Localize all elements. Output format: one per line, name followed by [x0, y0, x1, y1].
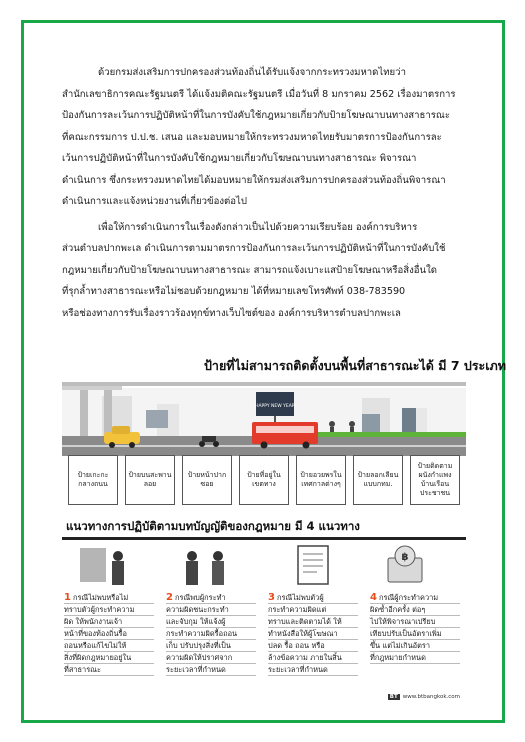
- guideline-line: กรณีพบผู้กระทำ: [174, 593, 226, 602]
- guideline-line: ระยะเวลาที่กำหนด: [166, 664, 256, 676]
- publisher-url: www.btbangkok.com: [402, 694, 460, 700]
- guideline-line: ไปให้พิจารณาเปรียบ: [370, 616, 460, 628]
- guideline-line: สิ่งที่ผิดกฎหมายอยู่ใน: [64, 652, 154, 664]
- infographic-title-1: ป้ายที่ไม่สามารถติดตั้งบนพื้นที่สาธารณะได้ มี 7 ประเภท: [204, 358, 507, 373]
- billboard-text: HAPPY NEW YEAR: [255, 404, 295, 409]
- sign-type-label: ป้ายเกะกะกลางถนน: [68, 455, 118, 505]
- document-body: [62, 62, 466, 324]
- guideline-line: ขึ้น แต่ไม่เกินอัตรา: [370, 640, 460, 652]
- p2-line: หรือช่องทางการรับเรื่องราวร้องทุกข์ทางเว็บไซต์ของ องค์การบริหารตำบลปากพะเล: [62, 307, 401, 319]
- guideline-line: ล้างข้อความ ภายในสิ้น: [268, 652, 358, 664]
- guideline-1: [64, 592, 154, 676]
- guideline-number: 1: [64, 592, 71, 603]
- publisher-mark: BT: [389, 694, 398, 700]
- publisher-logo: [388, 694, 460, 700]
- infographic: [62, 352, 507, 707]
- guideline-line: กรณีไม่พบหรือไม่: [72, 593, 129, 602]
- guideline-line: ปลด รื้อ ถอน หรือ: [268, 640, 358, 652]
- guideline-line: ที่กฎหมายกำหนด: [370, 652, 460, 664]
- p1-line: เว้นการปฏิบัติหน้าที่ในการบังคับใช้กฎหมายเกี่ยวกับโฆษณาบนทางสาธารณะ พิจารณา: [62, 153, 417, 164]
- officer-icon: [113, 551, 123, 561]
- guideline-line: ถอนหรือแก้ไขไม่ให้: [64, 640, 154, 652]
- guideline-4: [370, 592, 460, 664]
- officer-icon: [187, 551, 197, 561]
- p2-line: กฎหมายเกี่ยวกับป้ายโฆษณาบนทางสาธารณะ สามารถแจ้งเบาะแสป้ายโฆษณาหรือสิ่งอื่นใด: [62, 264, 438, 276]
- guideline-line: เทียบปรับเป็นอัตราเพิ่ม: [370, 628, 460, 640]
- paragraph-1: [62, 62, 466, 213]
- guideline-line: ผิดซ้ำอีกครั้ง ต่อๆ: [370, 604, 460, 616]
- p1-line: ที่คณะกรรมการ ป.ป.ช. เสนอ และมอบหมายให้กระทรวงมหาดไทยรับมาตรการป้องกันการละ: [62, 131, 442, 143]
- sign-type-label: ป้ายที่อยู่ในเขตทาง: [239, 455, 289, 505]
- paragraph-2: [62, 217, 466, 325]
- title-banner: [62, 352, 507, 380]
- guideline-line: ที่สาธารณะ: [64, 664, 154, 676]
- guideline-number: 2: [166, 592, 173, 603]
- guideline-2: [166, 592, 256, 676]
- guideline-line: เก็บ ปรับปรุงสิ่งที่เป็น: [166, 640, 256, 652]
- sign-type-labels: [68, 455, 466, 507]
- sign-type-label: ป้ายติดตามผนังกำแพง บ้านเรือนประชาชน: [410, 455, 460, 505]
- guideline-line: กรณีผู้กระทำความ: [378, 593, 439, 602]
- sign-type-label: ป้ายบนสะพานลอย: [125, 455, 175, 505]
- guideline-line: กระทำความผิดรื้อถอน: [166, 628, 256, 640]
- p1-line: ด้วยกรมส่งเสริมการปกครองส่วนท้องถิ่นได้รับแจ้งจากกระทรวงมหาดไทยว่า: [98, 67, 406, 78]
- guideline-line: ความผิดให้ปราศจาก: [166, 652, 256, 664]
- guideline-line: ทราบและติดตามได้ ให้: [268, 616, 358, 628]
- banner-divider: [62, 382, 466, 386]
- sign-type-label: ป้ายอวยพรในเทศกาลต่างๆ: [296, 455, 346, 505]
- p1-line: ป้องกันการละเว้นการปฏิบัติหน้าที่ในการบังคับใช้กฎหมายเกี่ยวกับป้ายโฆษณาบนทางสาธารณะ: [62, 110, 450, 121]
- guideline-3: [268, 592, 358, 676]
- sign-board-icon: [80, 548, 106, 582]
- guideline-line: กระทำความผิดแต่: [268, 604, 358, 616]
- svg-text:฿: ฿: [401, 552, 409, 563]
- person-icon: [213, 551, 223, 561]
- guideline-line: ทราบตัวผู้กระทำความ: [64, 604, 154, 616]
- guideline-number: 4: [370, 592, 377, 603]
- guideline-line: ทำหนังสือให้ผู้โฆษณา: [268, 628, 358, 640]
- p2-line: ที่รุกล้ำทางสาธารณะหรือไม่ชอบด้วยกฎหมาย ได้ที่หมายเลขโทรศัพท์ 038-783590: [62, 286, 406, 297]
- infographic-title-2: แนวทางการปฏิบัติตามบทบัญญัติของกฎหมาย มี 4 แนวทาง: [66, 519, 360, 533]
- guideline-line: กรณีไม่พบตัวผู้: [276, 593, 324, 602]
- guideline-number: 3: [268, 592, 275, 603]
- p2-line: ส่วนตำบลปากพะเล ดำเนินการตามมาตรการป้องกันการละเว้นการปฏิบัติหน้าที่ในการบังคับใช้: [62, 243, 446, 254]
- p2-line: เพื่อให้การดำเนินการในเรื่องดังกล่าวเป็นไปด้วยความเรียบร้อย องค์การบริหาร: [98, 221, 418, 233]
- document-icon: [298, 546, 328, 584]
- guideline-line: และจับกุม ให้แจ้งผู้: [166, 616, 256, 628]
- guideline-line: ความผิดชนะกระทำ: [166, 604, 256, 616]
- subtitle-divider: [62, 537, 466, 540]
- guideline-line: หน้าที่ของท้องถิ่นรื้อ: [64, 628, 154, 640]
- sign-type-label: ป้ายหน้าปากซอย: [182, 455, 232, 505]
- p1-line: ดำเนินการและแจ้งหน่วยงานที่เกี่ยวข้องต่อไป: [62, 196, 247, 207]
- p1-line: สำนักเลขาธิการคณะรัฐมนตรี ได้แจ้งมติคณะรัฐมนตรี เมื่อวันที่ 8 มกราคม 2562 เรื่องมาตรการ: [62, 88, 456, 100]
- guideline-illustrations: [62, 542, 466, 592]
- infographic-scene: [62, 352, 507, 510]
- guideline-line: ระยะเวลาที่กำหนด: [268, 664, 358, 676]
- guideline-line: ผิด ให้พนักงานเจ้า: [64, 616, 154, 628]
- sign-type-label: ป้ายลอกเลียนแบบกทม.: [353, 455, 403, 505]
- p1-line: ดำเนินการ ซึ่งกระทรวงมหาดไทยได้มอบหมายให้กรมส่งเสริมการปกครองส่วนท้องถิ่นพิจารณา: [62, 174, 446, 186]
